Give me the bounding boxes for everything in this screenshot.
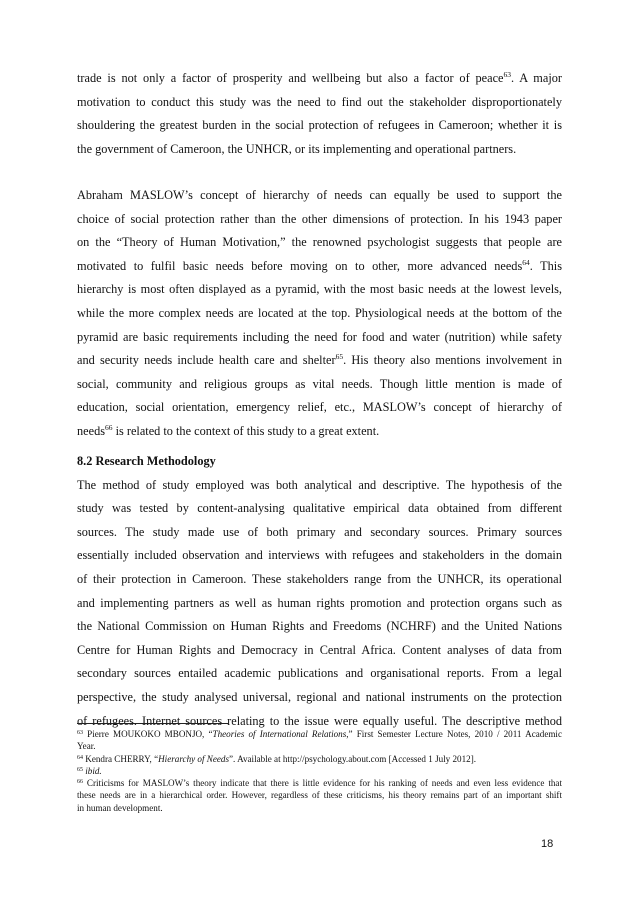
footnote-66: $^{66}$ Criticisms for MASLOW’s theory indicate that there is little evidence for his ranking of needs and even less evidence that [77, 778, 562, 789]
text-line: hierarchy is most often displayed as a pyramid, with the most basic needs at the lowest levels, [77, 282, 562, 297]
text-line: the government of Cameroon, the UNHCR, or its implementing and operational partners. [77, 141, 517, 156]
text-line: social, community and religious groups as vital needs. Though little mention is made of [77, 376, 562, 391]
text-line: shouldering the greatest burden in the social protection of refugees in Cameroon; whether it is [77, 118, 562, 133]
text-line: motivated to fulfil basic needs before moving on to other, more advanced needs$^{64}$. This [77, 257, 562, 273]
text-line: Abraham MASLOW’s concept of hierarchy of needs can equally be used to support the [77, 188, 562, 202]
paragraph-intro [77, 67, 562, 161]
text-line: study was tested by content-analysing qualitative empirical data obtained from different [77, 501, 562, 516]
text-line: while the more complex needs are located at the top. Physiological needs at the bottom of the [77, 305, 562, 320]
paragraph-maslow [77, 184, 562, 444]
page-number: 18 [541, 838, 554, 850]
footnote-separator [77, 723, 229, 724]
footnote-ref-63[interactable]: 63 [503, 70, 511, 79]
section-heading: 8.2 Research Methodology [77, 454, 216, 468]
footnote-66-end: in human development. [77, 802, 163, 813]
text-line: perspective, the study analysed universal, regional and national instruments on the protection [77, 689, 562, 704]
text-line: of their protection in Cameroon. These stakeholders range from the UNHCR, its operational [77, 571, 562, 586]
footnote-66-cont: these needs are in a hierarchical order. However, regardless of these criticisms, his theory remains part of an important shift [77, 790, 562, 801]
section-research-methodology [77, 450, 562, 733]
text-line: on the “Theory of Human Motivation,” the renowned psychologist suggests that people are [77, 235, 562, 250]
footnote-64: $^{64}$ Kendra CHERRY, “Hierarchy of Needs”. Available at http://psychology.about.com [Accessed 1 July 2012]. [77, 753, 476, 764]
text-line: Centre for Human Rights and Democracy in Central Africa. Content analyses of data from [77, 642, 562, 657]
text-line: The method of study employed was both analytical and descriptive. The hypothesis of the [77, 477, 562, 492]
footnote-63-cont: Year. [77, 741, 96, 752]
text-line: secondary sources entailed academic publications and organisational reports. From a legal [77, 666, 562, 681]
footnote-ref-64[interactable]: 64 [522, 257, 530, 267]
text-line: trade is not only a factor of prosperity and wellbeing but also a factor of peace$^{63}$. A major [77, 70, 562, 85]
footnotes [77, 728, 562, 814]
text-line: motivation to conduct this study was the need to find out the stakeholder disproportionately [77, 94, 562, 109]
text-line: and security needs include health care and shelter$^{65}$. His theory also mentions involvement in [77, 352, 562, 368]
text-line: education, social orientation, emergency relief, etc., MASLOW’s concept of hierarchy of [77, 400, 562, 415]
text-line: the National Commission on Human Rights and Freedoms (NCHRF) and the United Nations [77, 619, 562, 634]
text-line: and implementing partners as well as human rights promotion and protection organs such as [77, 595, 562, 610]
text-line: needs$^{66}$ is related to the context of this study to a great extent. [77, 422, 380, 438]
footnote-65: $^{65}$ ibid. [77, 765, 102, 776]
text-line: pyramid are basic requirements including the need for food and water (nutrition) while safety [77, 329, 562, 344]
footnote-ref-65[interactable]: 65 [335, 352, 344, 362]
text-line: sources. The study made use of both primary and secondary sources. Primary sources [77, 524, 562, 539]
text-line: choice of social protection rather than the other dimensions of protection. In his 1943 paper [77, 211, 562, 226]
footnote-ref-66[interactable]: 66 [105, 422, 113, 432]
text-line: of refugees. Internet sources relating to the issue were equally useful. The descriptive method [77, 713, 562, 728]
text-line: essentially included observation and interviews with refugees and stakeholders in the domain [77, 548, 562, 563]
footnote-63: $^{63}$ Pierre MOUKOKO MBONJO, “Theories of International Relations,” First Semester Lecture Notes, 2010 / 2011 Academic [77, 729, 562, 739]
